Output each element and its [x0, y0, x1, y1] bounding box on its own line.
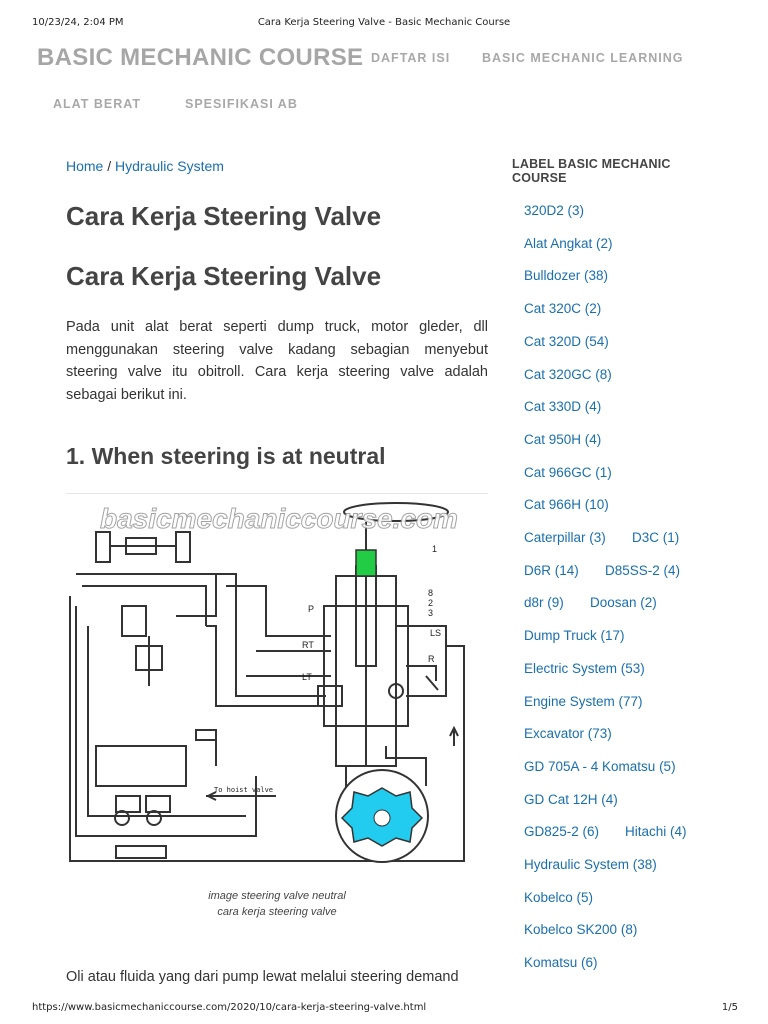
steering-valve-diagram[interactable]: [66, 496, 466, 868]
sidebar-label-link[interactable]: Engine System (77): [524, 693, 643, 709]
diagram-label-ls: LS: [430, 628, 442, 638]
breadcrumb: [66, 158, 488, 178]
caption-line-1: image steering valve neutral: [208, 890, 346, 902]
intro-paragraph: Pada unit alat berat seperti dump truck, motor gleder, dll menggunakan steering valve kadang sebagian menyebut steering valve itu obitroll. Cara kerja steering valve adalah sebagai berikut ini.: [66, 319, 488, 403]
sidebar-label-link[interactable]: Kobelco SK200 (8): [524, 922, 638, 938]
print-page-title: Cara Kerja Steering Valve - Basic Mechanic Course: [257, 17, 511, 28]
sidebar-label-link[interactable]: Dump Truck (17): [524, 628, 625, 644]
sidebar-label-link[interactable]: Hydraulic System (38): [524, 857, 657, 872]
print-header: [0, 0, 768, 30]
sidebar-label-link[interactable]: Cat 950H (4): [524, 431, 602, 447]
divider: [66, 493, 488, 494]
diagram-label-p: P: [308, 604, 315, 614]
sidebar-label-link[interactable]: Cat 330D (4): [524, 399, 602, 415]
sidebar-label-link[interactable]: Doosan (2): [590, 595, 657, 611]
sidebar-label-link[interactable]: Cat 966GC (1): [524, 464, 612, 480]
sidebar-label-link[interactable]: Electric System (53): [524, 660, 645, 676]
sidebar-label-link[interactable]: Caterpillar (3): [524, 530, 606, 545]
diagram-label-to-hoist-valve: To hoist valve: [214, 786, 274, 794]
sidebar-label-link[interactable]: Cat 320GC (8): [524, 366, 612, 382]
print-url: https://www.basicmechaniccourse.com/2020/10/cara-kerja-steering-valve.html: [32, 1002, 427, 1013]
sidebar-label-link[interactable]: D3C (1): [632, 530, 680, 545]
diagram-label-8: 8: [428, 588, 434, 598]
figure-caption: [66, 888, 488, 920]
sidebar-label-link[interactable]: D85SS-2 (4): [605, 562, 681, 578]
nav-alat-berat[interactable]: ALAT BERAT: [53, 97, 141, 111]
sidebar: [512, 157, 712, 971]
sidebar-label-link[interactable]: Alat Angkat (2): [524, 235, 613, 251]
post-title: Cara Kerja Steering Valve: [66, 201, 382, 231]
sidebar-label-link[interactable]: GD 705A - 4 Komatsu (5): [524, 758, 676, 774]
caption-line-2: cara kerja steering valve: [217, 906, 337, 918]
diagram-label-2: 2: [428, 598, 434, 608]
diagram-label-3: 3: [428, 608, 434, 618]
nav-daftar-isi[interactable]: DAFTAR ISI: [371, 51, 451, 65]
sidebar-label-link[interactable]: GD Cat 12H (4): [524, 791, 618, 807]
diagram-label-rt: RT: [302, 640, 314, 650]
nav-spesifikasi-ab[interactable]: SPESIFIKASI AB: [185, 97, 298, 111]
diagram-label-1: 1: [432, 544, 438, 554]
diagram-label-r: R: [428, 654, 435, 664]
sidebar-label-link[interactable]: Komatsu (6): [524, 955, 598, 971]
breadcrumb-home[interactable]: Home: [66, 158, 104, 174]
diagram-watermark: basicmechaniccourse.com: [100, 503, 458, 534]
sidebar-label-link[interactable]: Excavator (73): [524, 726, 612, 742]
sidebar-label-link[interactable]: d8r (9): [524, 595, 564, 611]
breadcrumb-separator: /: [107, 158, 112, 174]
post-heading: Cara Kerja Steering Valve: [66, 261, 382, 291]
sidebar-label-link[interactable]: GD825-2 (6): [524, 824, 600, 840]
nav-basic-mechanic-learning[interactable]: BASIC MECHANIC LEARNING: [482, 51, 684, 65]
sidebar-label-link[interactable]: Cat 320C (2): [524, 301, 602, 317]
next-paragraph: Oli atau fluida yang dari pump lewat melalui steering demand: [66, 969, 459, 985]
sidebar-label-link[interactable]: 320D2 (3): [524, 203, 585, 218]
print-date: 10/23/24, 2:04 PM: [32, 17, 124, 28]
sidebar-label-link[interactable]: Cat 966H (10): [524, 497, 609, 513]
sidebar-label-link[interactable]: Kobelco (5): [524, 889, 594, 905]
main-content: [66, 158, 488, 985]
sidebar-label-link[interactable]: Hitachi (4): [625, 824, 687, 840]
sidebar-label-link[interactable]: D6R (14): [524, 562, 579, 578]
sidebar-label-link[interactable]: Bulldozer (38): [524, 268, 609, 284]
print-footer: [0, 998, 768, 1024]
sidebar-title: LABEL BASIC MECHANIC COURSE: [512, 157, 671, 185]
sidebar-label-link[interactable]: Cat 320D (54): [524, 333, 609, 349]
site-title[interactable]: BASIC MECHANIC COURSE: [37, 44, 364, 71]
diagram-label-lt: LT: [302, 672, 312, 682]
section-heading-neutral: 1. When steering is at neutral: [66, 443, 386, 469]
breadcrumb-category[interactable]: Hydraulic System: [115, 158, 224, 174]
print-page-number: 1/5: [721, 1002, 738, 1013]
